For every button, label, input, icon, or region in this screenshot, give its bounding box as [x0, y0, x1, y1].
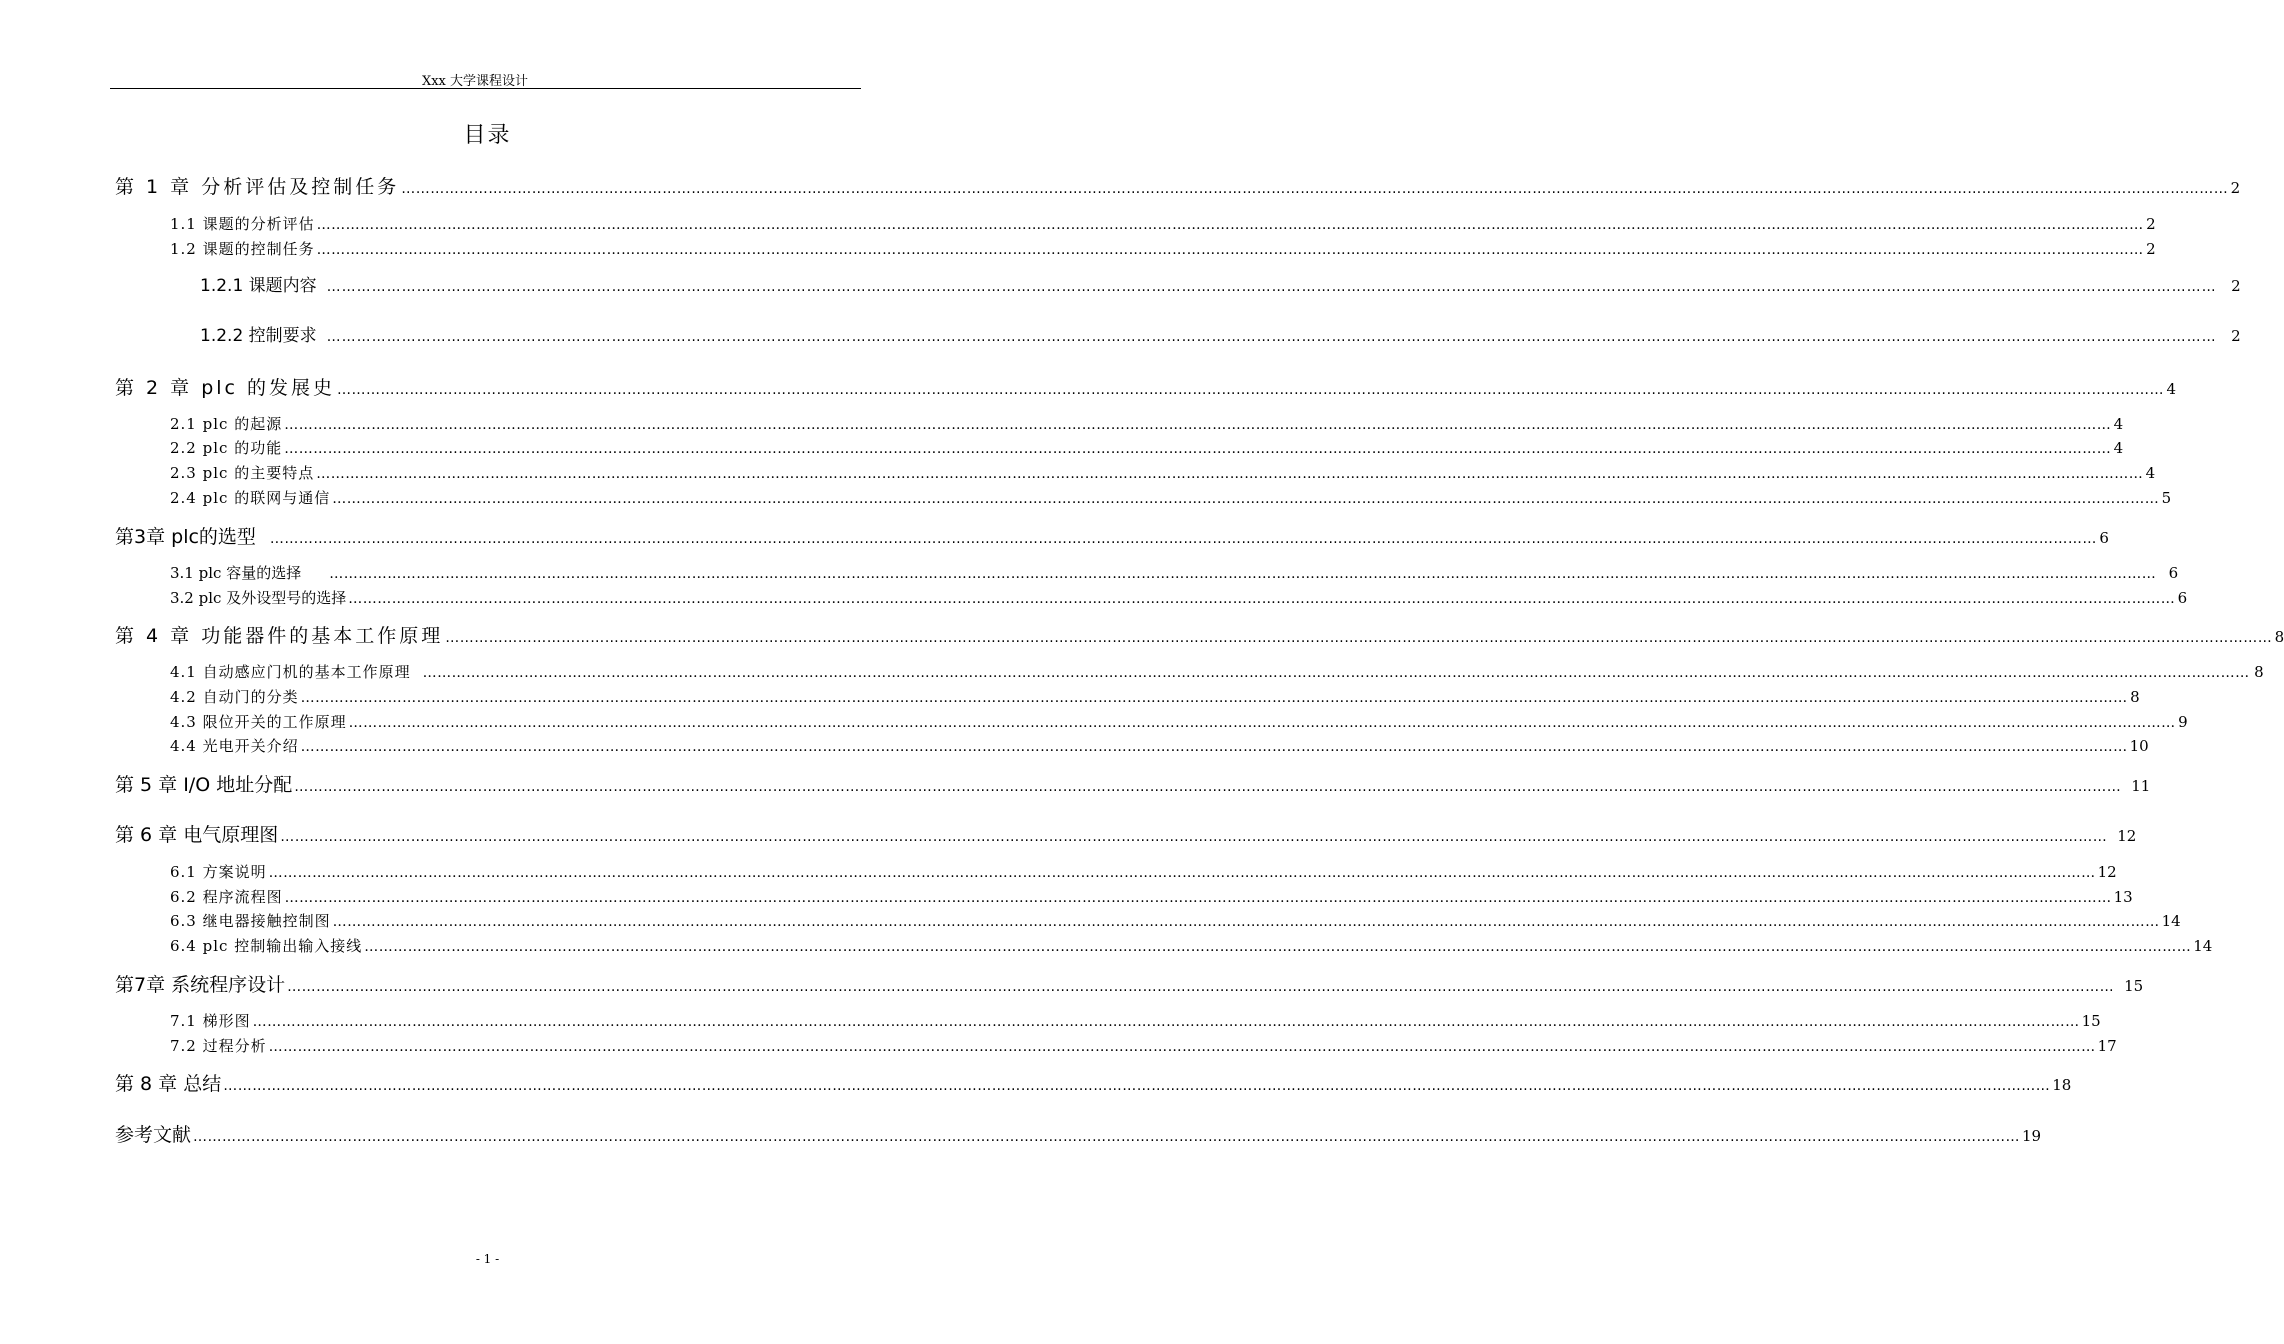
- toc-entry-3-2[interactable]: [170, 587, 2188, 608]
- toc-entry-4-4[interactable]: [170, 735, 2149, 756]
- toc-entry-page: 13: [2113, 888, 2133, 906]
- toc-entry-page: 4: [2113, 439, 2124, 457]
- toc-entry-3-1[interactable]: [170, 562, 2179, 583]
- toc-entry-label: 第7章 系统程序设计: [115, 974, 286, 996]
- toc-entry-chapter-6[interactable]: [115, 820, 2137, 847]
- toc-entry-1-2-2[interactable]: [200, 321, 2241, 346]
- toc-entry-label: 1.2.2 控制要求: [200, 326, 317, 346]
- toc-entry-label: 2.3 plc 的主要特点: [170, 464, 315, 482]
- toc-entry-page: 2: [2146, 240, 2156, 258]
- toc-leader: ………………………………………………………………………………………………………………………………………………………………………………………………………………………………………………………………………………………………………………………………………………: [337, 382, 2165, 398]
- toc-entry-page: 9: [2178, 713, 2188, 731]
- toc-entry-label: 2.2 plc 的功能: [170, 439, 283, 457]
- toc-leader: ………………………………………………………………………………………………………………………………………………………………………………………………………………………………………………………………………………………………………………………………………………: [269, 531, 2097, 547]
- toc-entry-label: 第 2 章 plc 的发展史: [115, 377, 336, 399]
- toc-entry-label: 4.4 光电开关介绍: [170, 737, 299, 755]
- toc-entry-label: 第 1 章 分析评估及控制任务: [115, 176, 400, 198]
- toc-leader: ………………………………………………………………………………………………………………………………………………………………………………………………………………………………………………………………………………………………………………………………………………: [268, 1039, 2096, 1055]
- toc-leader: ………………………………………………………………………………………………………………………………………………………………………………………………………………………………………………………………………………………………………………………………………………: [316, 466, 2144, 482]
- toc-leader: ………………………………………………………………………………………………………………………………………………………………………………………………………………………………………………………………………………………………………………………………………………: [316, 242, 2144, 258]
- page-header-text: Xxx 大学课程设计: [421, 74, 529, 89]
- toc-entry-page: 8: [2254, 663, 2264, 681]
- toc-entry-2-4[interactable]: [170, 487, 2172, 508]
- toc-entry-1-2[interactable]: [170, 238, 2156, 259]
- toc-title: 目录: [463, 123, 512, 148]
- toc-entry-6-1[interactable]: [170, 861, 2117, 882]
- toc-entry-page: 8: [2130, 688, 2140, 706]
- toc-entry-label: 第 4 章 功能器件的基本工作原理: [115, 625, 444, 647]
- toc-entry-page: 8: [2274, 628, 2284, 646]
- toc-entry-chapter-4[interactable]: [115, 621, 2284, 648]
- toc-leader: ………………………………………………………………………………………………………………………………………………………………………………………………………………………………………………………………………………………………………………………………………………: [252, 1014, 2080, 1030]
- toc-entry-label: 第3章 plc的选型: [115, 526, 256, 548]
- toc-entry-page: 10: [2129, 737, 2149, 755]
- toc-leader: ………………………………………………………………………………………………………………………………………………………………………………………………………………………………………………………………………………………………………………………………………………: [348, 715, 2176, 731]
- toc-entry-chapter-1[interactable]: [115, 172, 2241, 199]
- toc-entry-label: 1.1 课题的分析评估: [170, 215, 315, 233]
- toc-entry-page: 17: [2097, 1037, 2117, 1055]
- toc-entry-page: 6: [2168, 564, 2179, 582]
- toc-entry-chapter-3[interactable]: [115, 522, 2109, 549]
- toc-entry-chapter-5[interactable]: [115, 770, 2151, 797]
- toc-leader: ………………………………………………………………………………………………………………………………………………………………………………………………………………………………………………………………………………………………………………………………………………: [329, 566, 2157, 582]
- toc-entry-label: 2.4 plc 的联网与通信: [170, 489, 331, 507]
- toc-leader: ………………………………………………………………………………………………………………………………………………………………………………………………………………………………………………………………………………………………………………………………………………: [294, 779, 2122, 795]
- toc-entry-1-1[interactable]: [170, 213, 2156, 234]
- toc-leader: ………………………………………………………………………………………………………………………………………………………………………………………………………………………………………………………………………………………………………………………………………………: [326, 279, 2217, 295]
- toc-leader: ………………………………………………………………………………………………………………………………………………………………………………………………………………………………………………………………………………………………………………………………………………: [268, 865, 2096, 881]
- toc-entry-4-3[interactable]: [170, 711, 2188, 732]
- toc-leader: ………………………………………………………………………………………………………………………………………………………………………………………………………………………………………………………………………………………………………………………………………………: [193, 1129, 2021, 1145]
- toc-entry-7-1[interactable]: [170, 1010, 2101, 1031]
- toc-entry-2-2[interactable]: [170, 437, 2124, 458]
- toc-leader: ………………………………………………………………………………………………………………………………………………………………………………………………………………………………………………………………………………………………………………………………………………: [284, 417, 2112, 433]
- toc-entry-page: 6: [2099, 529, 2109, 547]
- toc-entry-page: 4: [2166, 380, 2177, 398]
- toc-entry-6-3[interactable]: [170, 910, 2181, 931]
- toc-entry-page: 14: [2161, 912, 2181, 930]
- toc-entry-page: 6: [2177, 589, 2188, 607]
- toc-leader: ………………………………………………………………………………………………………………………………………………………………………………………………………………………………………………………………………………………………………………………………………………: [280, 829, 2108, 845]
- toc-entry-2-3[interactable]: [170, 462, 2156, 483]
- toc-leader: ………………………………………………………………………………………………………………………………………………………………………………………………………………………………………………………………………………………………………………………………………………: [326, 329, 2217, 345]
- toc-entry-4-1[interactable]: [170, 661, 2264, 682]
- toc-entry-label: 4.2 自动门的分类: [170, 688, 299, 706]
- toc-leader: ………………………………………………………………………………………………………………………………………………………………………………………………………………………………………………………………………………………………………………………………………………: [316, 217, 2144, 233]
- toc-entry-page: 19: [2022, 1127, 2042, 1145]
- toc-leader: ………………………………………………………………………………………………………………………………………………………………………………………………………………………………………………………………………………………………………………………………………………: [445, 630, 2273, 646]
- toc-leader: ………………………………………………………………………………………………………………………………………………………………………………………………………………………………………………………………………………………………………………………………………………: [332, 914, 2160, 930]
- toc-leader: ………………………………………………………………………………………………………………………………………………………………………………………………………………………………………………………………………………………………………………………………………………: [300, 739, 2128, 755]
- toc-entry-7-2[interactable]: [170, 1035, 2117, 1056]
- toc-entry-page: 2: [2231, 327, 2241, 345]
- toc-entry-page: 18: [2052, 1076, 2072, 1094]
- toc-leader: ………………………………………………………………………………………………………………………………………………………………………………………………………………………………………………………………………………………………………………………………………………: [223, 1078, 2051, 1094]
- toc-entry-label: 1.2.1 课题内容: [200, 276, 317, 296]
- toc-entry-page: 4: [2113, 415, 2124, 433]
- toc-entry-2-1[interactable]: [170, 413, 2124, 434]
- toc-entry-label: 6.1 方案说明: [170, 863, 267, 881]
- toc-entry-label: 7.2 过程分析: [170, 1037, 267, 1055]
- toc-entry-chapter-7[interactable]: [115, 970, 2144, 997]
- toc-leader: ………………………………………………………………………………………………………………………………………………………………………………………………………………………………………………………………………………………………………………………………………………: [300, 690, 2128, 706]
- toc-entry-1-2-1[interactable]: [200, 271, 2241, 296]
- toc-entry-label: 3.2 plc 及外设型号的选择: [170, 589, 347, 607]
- toc-entry-label: 7.1 梯形图: [170, 1012, 251, 1030]
- toc-entry-chapter-2[interactable]: [115, 373, 2177, 400]
- toc-entry-page: 2: [2146, 215, 2156, 233]
- header-rule: [110, 88, 861, 89]
- toc-entry-label: 4.1 自动感应门机的基本工作原理: [170, 663, 411, 681]
- toc-entry-label: 4.3 限位开关的工作原理: [170, 713, 347, 731]
- toc-leader: ………………………………………………………………………………………………………………………………………………………………………………………………………………………………………………………………………………………………………………………………………………: [332, 491, 2160, 507]
- toc-entry-label: 2.1 plc 的起源: [170, 415, 283, 433]
- toc-entry-6-2[interactable]: [170, 886, 2133, 907]
- toc-entry-6-4[interactable]: [170, 935, 2213, 956]
- toc-entry-label: 第 5 章 I/O 地址分配: [115, 774, 293, 796]
- toc-entry-page: 12: [2117, 827, 2137, 845]
- toc-leader: ………………………………………………………………………………………………………………………………………………………………………………………………………………………………………………………………………………………………………………………………………………: [364, 939, 2192, 955]
- toc-entry-label: 第 8 章 总结: [115, 1073, 222, 1095]
- page-number: - 1 -: [475, 1252, 500, 1266]
- toc-leader: ………………………………………………………………………………………………………………………………………………………………………………………………………………………………………………………………………………………………………………………………………………: [287, 979, 2115, 995]
- toc-entry-page: 2: [2231, 277, 2241, 295]
- toc-entry-label: 6.4 plc 控制输出输入接线: [170, 937, 363, 955]
- toc-leader: ………………………………………………………………………………………………………………………………………………………………………………………………………………………………………………………………………………………………………………………………………………: [284, 890, 2112, 906]
- toc-entry-label: 参考文献: [115, 1124, 192, 1146]
- toc-entry-label: 1.2 课题的控制任务: [170, 240, 315, 258]
- toc-entry-label: 3.1 plc 容量的选择: [170, 564, 302, 582]
- toc-entry-4-2[interactable]: [170, 686, 2140, 707]
- toc-leader: ………………………………………………………………………………………………………………………………………………………………………………………………………………………………………………………………………………………………………………………………………………: [401, 181, 2229, 197]
- toc-entry-page: 4: [2145, 464, 2156, 482]
- toc-leader: ………………………………………………………………………………………………………………………………………………………………………………………………………………………………………………………………………………………………………………………………………………: [422, 665, 2250, 681]
- toc-entry-page: 2: [2230, 179, 2241, 197]
- toc-entry-page: 5: [2161, 489, 2172, 507]
- toc-leader: ………………………………………………………………………………………………………………………………………………………………………………………………………………………………………………………………………………………………………………………………………………: [348, 591, 2176, 607]
- toc-entry-label: 第 6 章 电气原理图: [115, 824, 279, 846]
- toc-entry-label: 6.3 继电器接触控制图: [170, 912, 331, 930]
- toc-entry-page: 11: [2131, 777, 2151, 795]
- toc-entry-chapter-8[interactable]: [115, 1069, 2072, 1096]
- toc-leader: ………………………………………………………………………………………………………………………………………………………………………………………………………………………………………………………………………………………………………………………………………………: [284, 441, 2112, 457]
- toc-entry-page: 15: [2081, 1012, 2101, 1030]
- toc-entry-page: 14: [2193, 937, 2213, 955]
- toc-entry-label: 6.2 程序流程图: [170, 888, 283, 906]
- toc-entry-page: 15: [2124, 977, 2144, 995]
- toc-entry-page: 12: [2097, 863, 2117, 881]
- toc-entry-references[interactable]: [115, 1120, 2042, 1147]
